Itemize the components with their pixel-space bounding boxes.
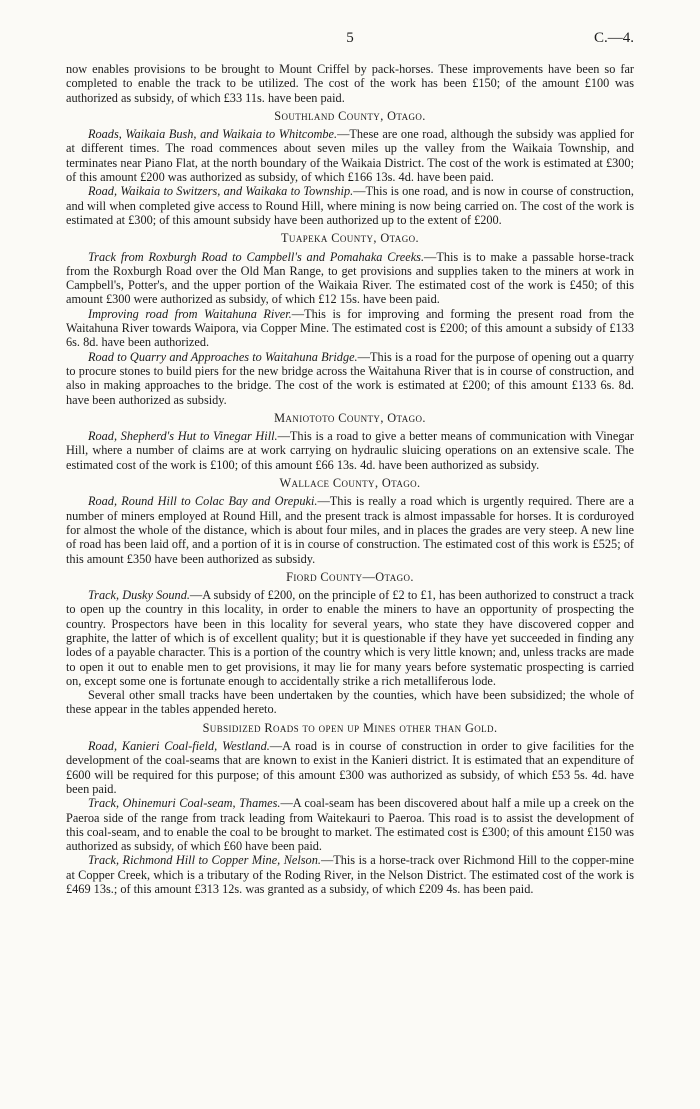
paragraph-text: —A coal-seam has been discovered about half a mile up a creek on the Paeroa side of the range from track leading from Waitekauri to Paeroa. This road is to assist the development of this coal-seam, and to enable the coal to be brought to market. The estimated cost is £300; of this amount £150 was authorized as subsidy, of which £60 have been paid. xyxy=(66,796,635,854)
paragraph xyxy=(66,688,634,717)
paragraph xyxy=(66,494,634,565)
section-heading: Southland County, Otago. xyxy=(274,108,426,123)
paragraph xyxy=(66,127,634,184)
paragraph-text: —These are one road, although the subsidy was applied for at different times. The road commences about seven miles up the valley from the Waikaia Township, and terminates near Piano Flat, at the north boundary of the Waikaia District. The cost of the work is estimated at £300; of this amount £200 was authorized as subsidy, of which £166 13s. 4d. have been paid. xyxy=(66,127,634,185)
intro-paragraph: now enables provisions to be brought to Mount Criffel by pack-horses. These improvements have been so far completed to enable the track to be utilized. The cost of the work has been £150; of the amount £100 was authorized as subsidy, of which £33 11s. have been paid. xyxy=(66,62,634,105)
paragraph-title: Road, Kanieri Coal-field, Westland. xyxy=(88,739,270,754)
paragraph-text: —This is to make a passable horse-track from the Roxburgh Road over the Old Man Range, to get provisions and supplies taken to the miners at work in Campbell's, Potter's, and the upper portion of the Waikaia River. The estimated cost of the work is £450; of this amount £300 were authorized as subsidy, of which £12 15s. have been paid. xyxy=(66,249,634,307)
section-heading: Subsidized Roads to open up Mines other than Gold. xyxy=(202,720,498,735)
paragraph-text: —This is a road for the purpose of opening out a quarry to procure stones to build piers for the new bridge across the Waitahuna River that is in course of construction, and also in making approaches to the bridge. The cost of the work is estimated at £200; of this amount £133 6s. 8d. have been authorized as subsidy. xyxy=(66,349,635,407)
paragraph xyxy=(66,853,634,896)
paragraph xyxy=(66,588,634,688)
document-body xyxy=(66,62,634,896)
paragraph xyxy=(66,184,634,227)
paragraph xyxy=(66,739,634,796)
paragraph-title: Track from Roxburgh Road to Campbell's and Pomahaka Creeks. xyxy=(88,249,425,264)
section-heading: Fiord County—Otago. xyxy=(286,569,414,584)
paragraph-text: —A subsidy of £200, on the principle of £2 to £1, has been authorized to construct a track to open up the country in this locality, in order to enable the miners to have an opportunity of prospecting the country. Prospectors have been in this locality for several years, who state they have discovered copper and graphite, the latter of which is of excellent quality; but it is questionable if they have yet succeeded in finding any lodes of a payable character. This is a portion of the country which is very little known; and, unless tracks are made to open it out to enable men to get provisions, it may lie for many years before systematic prospecting is carried on, except some one is fortunate enough to accidentally strike a rich metalliferous lode. xyxy=(66,588,634,688)
paragraph-title: Track, Ohinemuri Coal-seam, Thames. xyxy=(88,796,281,811)
paragraph xyxy=(66,307,634,350)
paragraph-title: Road to Quarry and Approaches to Waitahuna Bridge. xyxy=(88,349,358,364)
paragraph xyxy=(66,350,634,407)
page-number: 5 xyxy=(346,30,354,46)
paragraph-text: —This is a horse-track over Richmond Hill to the copper-mine at Copper Creek, which is a tributary of the Roding River, in the Nelson District. The estimated cost of the work is £469 13s.; of this amount £313 12s. was granted as a subsidy, of which £209 4s. has been paid. xyxy=(66,853,634,897)
paragraph-title: Road, Shepherd's Hut to Vinegar Hill. xyxy=(88,429,278,444)
paragraph-text: —A road is in course of construction in order to give facilities for the development of the coal-seams that are known to exist in the Kanieri district. It is estimated that an expenditure of £600 will be required for this purpose; of this amount £300 was authorized as subsidy, of which £53 5s. 4d. have been paid. xyxy=(66,739,634,796)
paragraph xyxy=(66,250,634,307)
paragraph-title: Track, Dusky Sound. xyxy=(88,588,190,603)
section-heading: Maniototo County, Otago. xyxy=(274,410,426,425)
paragraph-title: Improving road from Waitahuna River. xyxy=(88,306,292,321)
paragraph xyxy=(66,796,634,853)
paragraph-title: Track, Richmond Hill to Copper Mine, Nelson. xyxy=(88,853,321,868)
page-header xyxy=(66,30,634,52)
section-heading: Wallace County, Otago. xyxy=(279,476,421,491)
paragraph-text: Several other small tracks have been undertaken by the counties, which have been subsidized; the whole of these appear in the tables appended hereto. xyxy=(66,688,634,717)
paragraph-title: Roads, Waikaia Bush, and Waikaia to Whitcombe. xyxy=(88,127,338,142)
paragraph-title: Road, Round Hill to Colac Bay and Orepuki. xyxy=(88,494,318,509)
section-heading: Tuapeka County, Otago. xyxy=(281,231,419,246)
paragraph-text: —This is for improving and forming the present road from the Waitahuna River towards Waipora, via Copper Mine. The estimated cost is £200; of this amount a subsidy of £133 6s. 8d. have been authorized. xyxy=(66,306,635,350)
paragraph-title: Road, Waikaia to Switzers, and Waikaka to Township. xyxy=(88,184,354,199)
paragraph-text: —This is a road to give a better means of communication with Vinegar Hill, where a number of claims are at work carrying on hydraulic sluicing operations on an extensive scale. The estimated cost of the work is £100; of this amount £66 13s. 4d. have been authorized as subsidy. xyxy=(66,429,634,472)
paragraph-text: —This is really a road which is urgently required. There are a number of miners employed at Round Hill, and the present track is almost impassable for horses. It is corduroyed for almost the whole of the distance, which is about four miles, and in places the grades are very steep. A new line of road has been laid off, and a portion of it is in course of construction. The estimated cost of this work is £525; of this amount £350 have been authorized as subsidy. xyxy=(66,494,634,566)
document-reference: C.—4. xyxy=(593,30,634,46)
paragraph xyxy=(66,429,634,472)
paragraph-text: —This is one road, and is now in course of construction, and will when completed give access to Round Hill, where mining is now being carried on. The cost of the work is estimated at £300; of this amount subsidy have been authorized up to the extent of £200. xyxy=(66,184,634,227)
